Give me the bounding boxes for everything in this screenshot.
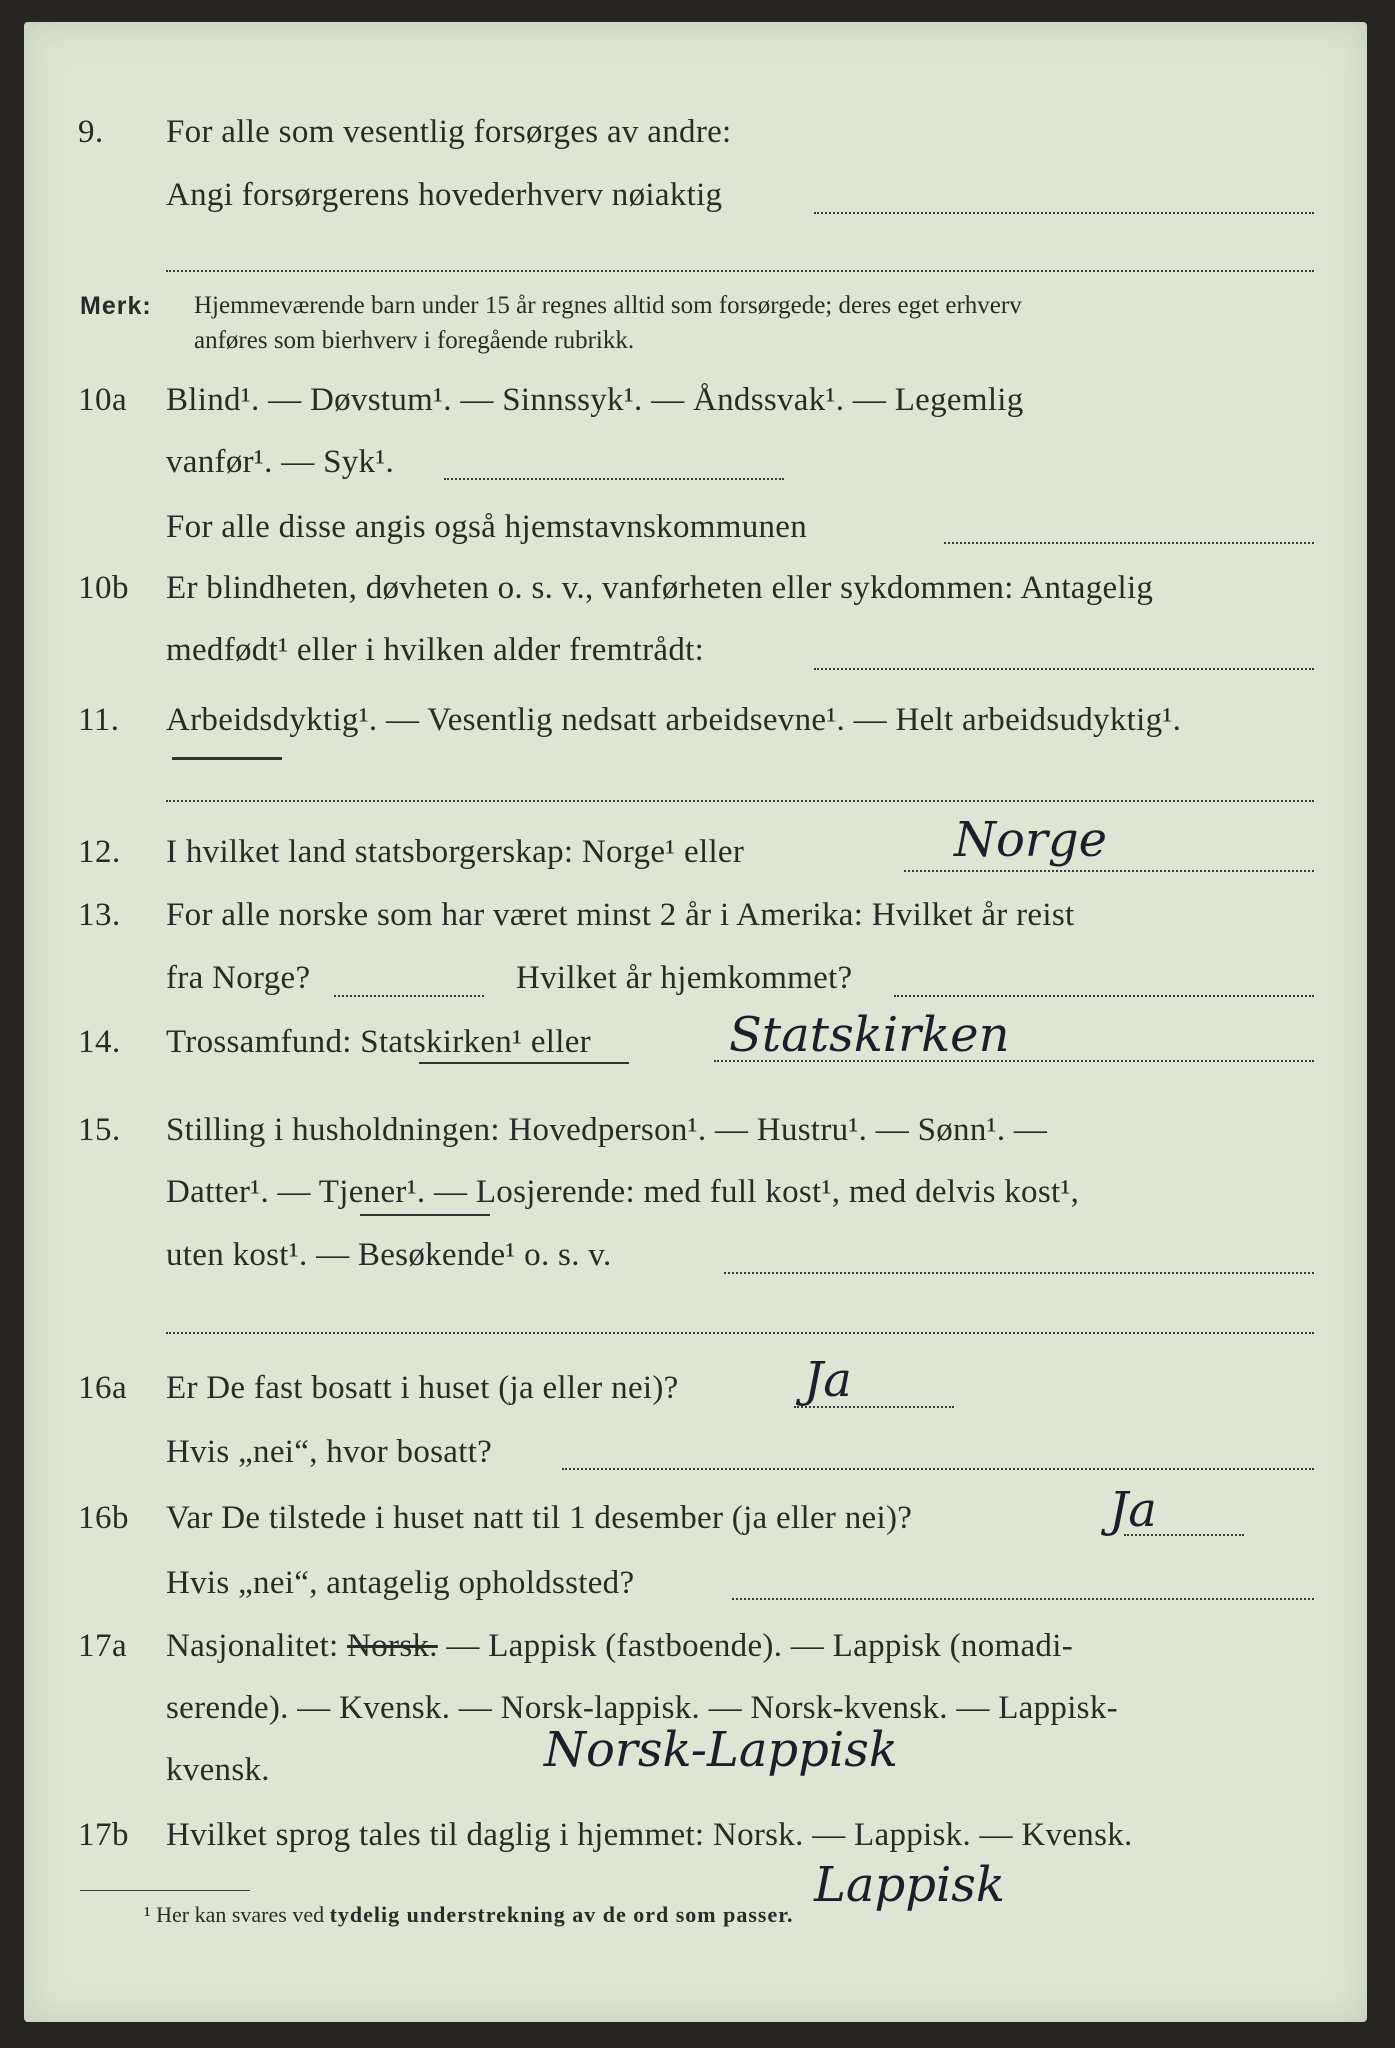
question-number: 12. [78, 834, 121, 870]
answer-line[interactable] [894, 995, 1314, 997]
question-text: kvensk. [166, 1752, 270, 1788]
census-form-page [24, 22, 1367, 2022]
question-text: For alle disse angis også hjemstavnskommunen [166, 509, 808, 545]
question-text: Trossamfund: Statskirken¹ eller [166, 1024, 591, 1060]
answer-line[interactable] [724, 1272, 1314, 1274]
question-text: fra Norge? [166, 960, 311, 996]
question-text: Hvis „nei“, antagelig opholdssted? [166, 1565, 635, 1601]
answer-line[interactable] [732, 1598, 1314, 1600]
footnote-mark: ¹ [144, 1902, 151, 1927]
footnote-text: Her kan svares ved [156, 1902, 325, 1927]
question-text: Hvilket år hjemkommet? [516, 960, 853, 996]
question-text: Nasjonalitet: [166, 1628, 339, 1664]
answer-line[interactable] [814, 668, 1314, 670]
struck-option: Norsk. [347, 1628, 438, 1664]
handwritten-answer: Norsk-Lappisk [544, 1722, 898, 1778]
question-text [166, 1628, 1073, 1665]
answer-line[interactable] [166, 800, 1314, 802]
question-number: 17b [78, 1817, 129, 1853]
question-number: 9. [78, 114, 104, 150]
question-text: Angi forsørgerens hovederhverv nøiaktig [166, 177, 723, 213]
question-number: 13. [78, 897, 121, 933]
question-number: 14. [78, 1024, 121, 1060]
question-text: Er De fast bosatt i huset (ja eller nei)? [166, 1370, 679, 1406]
question-number: 10b [78, 570, 129, 606]
question-text: Var De tilstede i huset natt til 1 desember (ja eller nei)? [166, 1500, 913, 1536]
question-text: Hvis „nei“, hvor bosatt? [166, 1434, 493, 1470]
question-text: — Lappisk (fastboende). — Lappisk (nomadi- [446, 1628, 1073, 1664]
answer-line[interactable] [166, 1332, 1314, 1334]
answer-line[interactable] [562, 1468, 1314, 1470]
footnote [144, 1902, 794, 1928]
note-text: Hjemmeværende barn under 15 år regnes alltid som forsørgede; deres eget erhverv [194, 292, 1022, 319]
answer-line[interactable] [944, 542, 1314, 544]
footnote-rule [80, 1890, 250, 1891]
footnote-bold-text: tydelig understrekning av de ord som passer. [329, 1902, 794, 1927]
question-text: I hvilket land statsborgerskap: Norge¹ eller [166, 834, 745, 870]
pencil-underline [360, 1214, 490, 1216]
note-label: Merk: [80, 292, 152, 320]
answer-line[interactable] [444, 478, 784, 480]
handwritten-answer: Ja [804, 1352, 852, 1408]
pencil-underline [419, 1062, 629, 1064]
question-text: Arbeidsdyktig¹. — Vesentlig nedsatt arbeidsevne¹. — Helt arbeidsudyktig¹. [166, 702, 1182, 738]
handwritten-answer: Ja [1109, 1482, 1157, 1538]
question-number: 17a [78, 1628, 128, 1664]
question-text: medfødt¹ eller i hvilken alder fremtrådt: [166, 632, 705, 668]
question-number: 10a [78, 382, 128, 418]
question-number: 16a [78, 1370, 128, 1406]
question-text: Datter¹. — Tjener¹. — Losjerende: med full kost¹, med delvis kost¹, [166, 1174, 1080, 1210]
handwritten-answer: Lappisk [814, 1857, 1006, 1913]
question-text: uten kost¹. — Besøkende¹ o. s. v. [166, 1237, 612, 1273]
answer-line[interactable] [904, 870, 1314, 872]
question-text: Stilling i husholdningen: Hovedperson¹. — Hustru¹. — Sønn¹. — [166, 1112, 1048, 1148]
question-number: 11. [78, 702, 120, 738]
handwritten-answer: Statskirken [729, 1007, 1010, 1063]
question-text: Blind¹. — Døvstum¹. — Sinnssyk¹. — Åndssvak¹. — Legemlig [166, 382, 1024, 418]
note-text: anføres som bierhverv i foregående rubrikk. [194, 327, 635, 354]
handwritten-answer: Norge [954, 812, 1107, 868]
question-text: For alle norske som har været minst 2 år i Amerika: Hvilket år reist [166, 897, 1075, 933]
question-number: 16b [78, 1500, 129, 1536]
question-text: Er blindheten, døvheten o. s. v., vanførheten eller sykdommen: Antagelig [166, 570, 1154, 606]
question-text: serende). — Kvensk. — Norsk-lappisk. — Norsk-kvensk. — Lappisk- [166, 1690, 1118, 1726]
answer-line[interactable] [334, 995, 484, 997]
question-number: 15. [78, 1112, 121, 1148]
question-text: Hvilket sprog tales til daglig i hjemmet: Norsk. — Lappisk. — Kvensk. [166, 1817, 1133, 1853]
pencil-underline [172, 757, 282, 760]
question-text: vanfør¹. — Syk¹. [166, 444, 395, 480]
answer-line[interactable] [166, 270, 1314, 272]
answer-line[interactable] [814, 212, 1314, 214]
question-text: For alle som vesentlig forsørges av andre: [166, 114, 732, 150]
